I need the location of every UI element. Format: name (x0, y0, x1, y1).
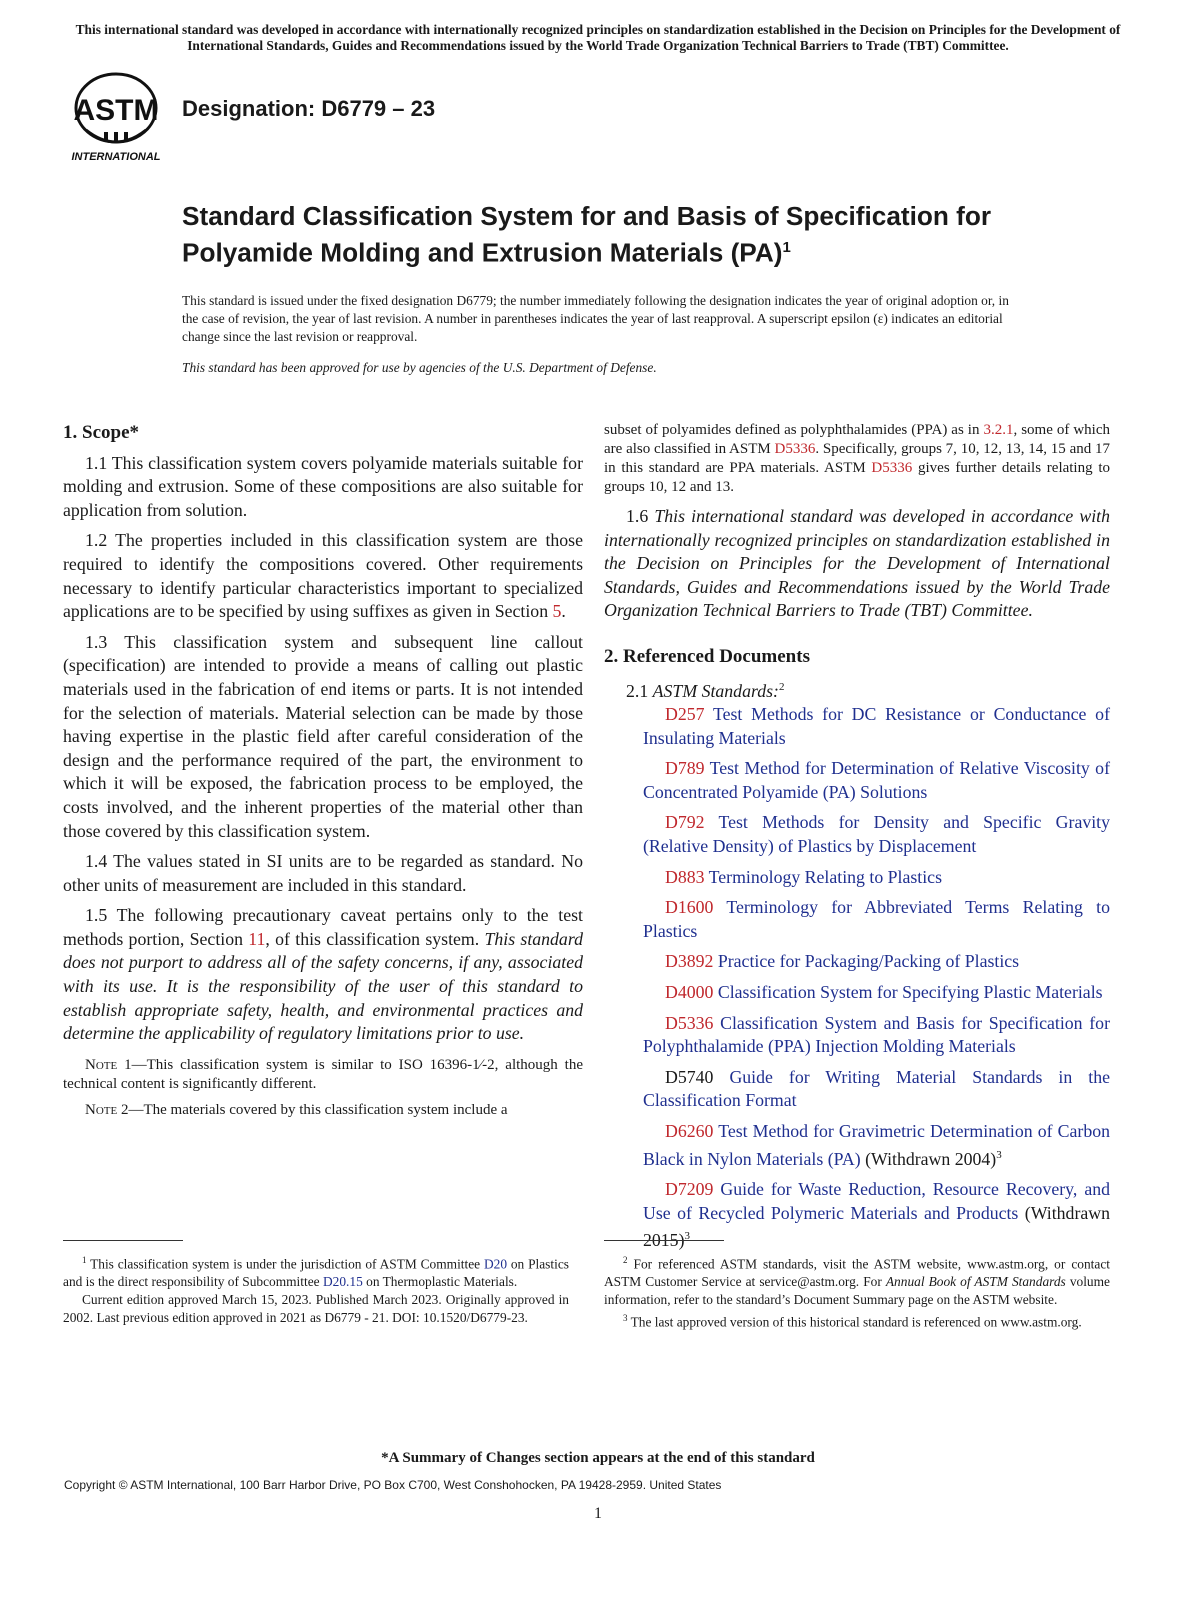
header-note: This international standard was developed in accordance with internationally recognized principles on standardization established in the Decision on Principles for the Development of International Standards, Guides and Recommendations issued by the World Trade Organization Technical Barriers to Trade (TBT) Committee. (75, 22, 1121, 53)
defense-statement: This standard has been approved for use by agencies of the U.S. Department of Defense. (182, 360, 657, 375)
title-text: Standard Classification System for and Basis of Specification for Polyamide Molding and Extrusion Materials (PA) (182, 201, 992, 268)
footnote-1-edition: Current edition approved March 15, 2023. Published March 2023. Originally approved in 2002. Last previous edition approved in 2021 as D6779 - 21. DOI: 10.1520/D6779-23. (63, 1292, 569, 1326)
scope-heading: 1. Scope* (63, 422, 139, 443)
footnote-rule-left (63, 1240, 183, 1241)
footnote-rule-right (604, 1240, 724, 1241)
ref-item[interactable]: D792 Test Methods for Density and Specific Gravity (Relative Density) of Plastics by Displacement (643, 812, 1110, 857)
ref-item[interactable]: D4000 Classification System for Specifying Plastic Materials (665, 982, 1103, 1003)
ref-item: D5740 Guide for Writing Material Standards in the Classification Format (643, 1066, 1110, 1111)
para-1-2: 1.2 The properties included in this classification system are those required to identify the compositions covered. Other requirements necessary to identify particular characteristics important to specialized applications are to be specified by using suffixes as given in Section 5. (63, 530, 583, 622)
ref-item[interactable]: D883 Terminology Relating to Plastics (665, 866, 942, 887)
ref-item[interactable]: D5336 Classification System and Basis for Specification for Polyphthalamide (PPA) Injection Molding Materials (643, 1012, 1110, 1057)
footnotes-right (604, 1251, 1110, 1332)
page-number: 1 (594, 1505, 602, 1522)
note-1: Note 1—This classification system is similar to ISO 16396-1⁄-2, although the technical content is significantly different. (63, 1056, 583, 1092)
title-footnote-mark: 1 (782, 239, 791, 256)
subcommittee-link[interactable]: D20.15 (322, 1274, 363, 1290)
issued-statement: This standard is issued under the fixed designation D6779; the number immediately following the designation indicates the year of original adoption or, in the case of revision, the year of last revision. A number in parentheses indicates the year of last reapproval. A superscript epsilon (ε) indicates an editorial change since the last revision or reapproval. (182, 293, 1009, 344)
right-column (604, 421, 1110, 1260)
copyright-line: Copyright © ASTM International, 100 Barr Harbor Drive, PO Box C700, West Conshohocken, PA 19428-2959. United States (64, 1478, 722, 1492)
para-1-3: 1.3 This classification system and subsequent line callout (specification) are intended to provide a means of calling out plastic materials used in the fabrication of end items or parts. It is not intended for the selection of materials. Material selection can be made by those having expertise in the plastic field after careful consideration of the design and the performance required of the part, the environment to which it will be exposed, the fabrication process to be employed, the costs involved, and the inherent properties of the material other than those covered by this classification system. (63, 631, 583, 841)
ref-item[interactable]: D3892 Practice for Packaging/Packing of Plastics (665, 951, 1020, 972)
d5336-link-b[interactable]: D5336 (871, 460, 913, 476)
astm-standards-label: 2.1 ASTM Standards:$^2$ (626, 680, 785, 701)
ref-item[interactable]: D789 Test Method for Determination of Relative Viscosity of Concentrated Polyamide (PA) Solutions (643, 758, 1110, 802)
d5336-link-a[interactable]: D5336 (774, 441, 816, 457)
referenced-documents-heading: 2. Referenced Documents (604, 645, 810, 667)
committee-d20-link[interactable]: D20 (483, 1256, 508, 1272)
ref-item[interactable]: D257 Test Methods for DC Resistance or Conductance of Insulating Materials (643, 704, 1110, 748)
note-2-continued: subset of polyamides defined as polyphthalamides (PPA) as in 3.2.1, some of which are also classified in ASTM D5336. Specifically, groups 7, 10, 12, 13, 14, 15 and 17 in this standard are PPA materials. ASTM D5336 gives further details relating to groups 10, 12 and 13. (604, 422, 1111, 495)
footnote-2: $^2$ For referenced ASTM standards, visit the ASTM website, www.astm.org, or contact ASTM Customer Service at service@astm.org. For Annual Book of ASTM Standards volume information, refer to the standard’s Document Summary page on the ASTM website. (604, 1255, 1110, 1308)
section-11-link[interactable]: 11 (248, 928, 266, 949)
note-2: Note 2—The materials covered by this classification system include a (85, 1101, 508, 1118)
designation: Designation: D6779 – 23 (182, 96, 436, 121)
logo-subtitle: INTERNATIONAL (71, 151, 161, 163)
footnotes-left (63, 1251, 569, 1327)
ref-3-2-1-link[interactable]: 3.2.1 (983, 422, 1014, 438)
reference-list (604, 703, 1110, 1253)
logo-letters: ASTM (73, 94, 159, 127)
para-1-4: 1.4 The values stated in SI units are to be regarded as standard. No other units of measurement are included in this standard. (63, 851, 583, 895)
left-column (63, 421, 583, 1127)
ref-item[interactable]: D1600 Terminology for Abbreviated Terms Relating to Plastics (643, 897, 1110, 941)
ref-item[interactable]: D7209 Guide for Waste Reduction, Resource Recovery, and Use of Recycled Polymeric Materials and Products (Withdrawn 2015)$^3$ (643, 1179, 1110, 1251)
para-1-5: 1.5 The following precautionary caveat pertains only to the test methods portion, Section 11, of this classification system. This standard does not purport to address all of the safety concerns, if any, associated with its use. It is the responsibility of the user of this standard to establish appropriate safety, health, and environmental practices and determine the applicability of regulatory limitations prior to use. (63, 905, 583, 1044)
footnote-1: $^1$ This classification system is under the jurisdiction of ASTM Committee D20 on Plastics and is the direct responsibility of Subcommittee D20.15 on Thermoplastic Materials. (63, 1255, 569, 1290)
para-1-1: 1.1 This classification system covers polyamide materials suitable for molding and extrusion. Some of these compositions are also suitable for application from solution. (63, 452, 583, 520)
summary-of-changes-note: *A Summary of Changes section appears at the end of this standard (381, 1450, 815, 1466)
ref-item[interactable]: D6260 Test Method for Gravimetric Determination of Carbon Black in Nylon Materials (PA) (Withdrawn 2004)$^3$ (643, 1120, 1111, 1169)
astm-logo (64, 70, 172, 166)
footnote-3: $^3$ The last approved version of this historical standard is referenced on www.astm.org. (623, 1313, 1082, 1330)
document-title (182, 200, 1082, 269)
para-1-6: 1.6 This international standard was developed in accordance with internationally recognized principles on standardization established in the Decision on Principles for the Development of International Standards, Guides and Recommendations issued by the World Trade Organization Technical Barriers to Trade (TBT) Committee. (604, 506, 1111, 621)
section-5-link[interactable]: 5 (552, 601, 562, 622)
